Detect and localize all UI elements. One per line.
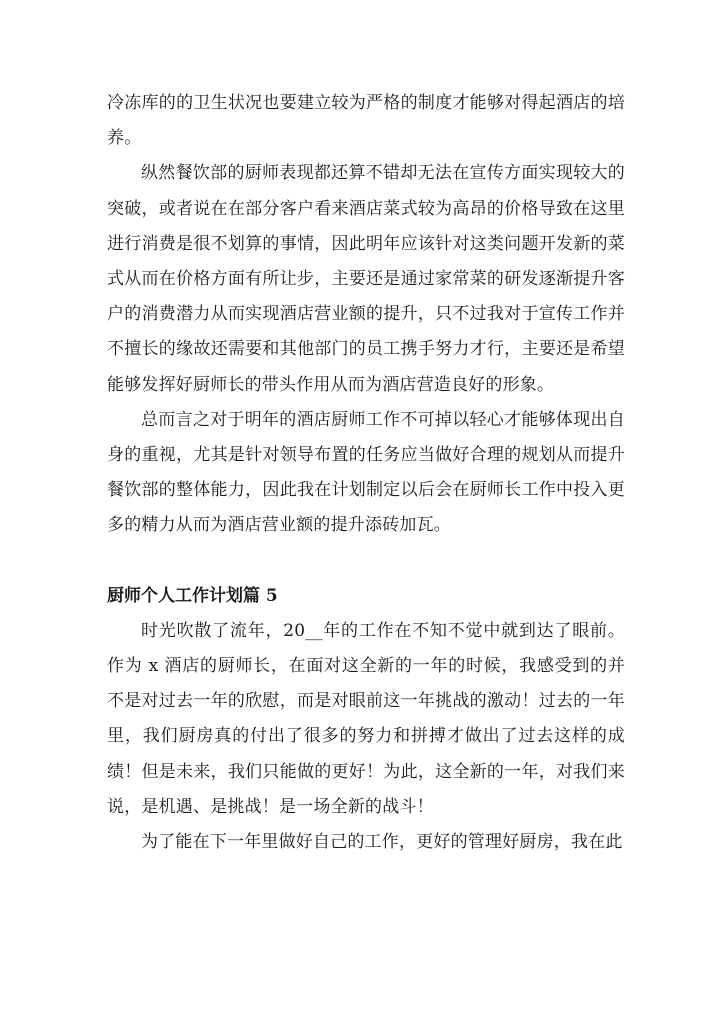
paragraph-3: 总而言之对于明年的酒店厨师工作不可掉以轻心才能够体现出自身的重视，尤其是针对领导布置的任务应当做好合理的规划从而提升餐饮部的整体能力，因此我在计划制定以后会在厨师长工作中投入更多的精力从而为酒店营业额的提升添砖加瓦。: [107, 409, 625, 536]
section-title: 厨师个人工作计划篇 5: [107, 585, 278, 606]
paragraph-2: 纵然餐饮部的厨师表现都还算不错却无法在宣传方面实现较大的突破，或者说在在部分客户看来酒店菜式较为高昂的价格导致在这里进行消费是很不划算的事情，因此明年应该针对这类问题开发新的菜式从而在价格方面有所让步，主要还是通过家常菜的研发逐渐提升客户的消费潜力从而实现酒店营业额的提升，只不过我对于宣传工作并不擅长的缘故还需要和其他部门的员工携手努力才行，主要还是希望能够发挥好厨师长的带头作用从而为酒店营造良好的形象。: [107, 163, 625, 395]
paragraph-4: 时光吹散了流年，20__年的工作在不知不觉中就到达了眼前。作为 x 酒店的厨师长，在面对这全新的一年的时候，我感受到的并不是对过去一年的欣慰，而是对眼前这一年挑战的激动！过去的一年里，我们厨房真的付出了很多的努力和拼搏才做出了过去这样的成绩！但是未来，我们只能做的更好！为此，这全新的一年，对我们来说，是机遇、是挑战！是一场全新的战斗！: [107, 620, 625, 817]
paragraph-1: 冷冻库的的卫生状况也要建立较为严格的制度才能够对得起酒店的培养。: [107, 93, 625, 149]
document-body: [107, 86, 625, 860]
paragraph-5: 为了能在下一年里做好自己的工作，更好的管理好厨房，我在此: [141, 832, 623, 853]
